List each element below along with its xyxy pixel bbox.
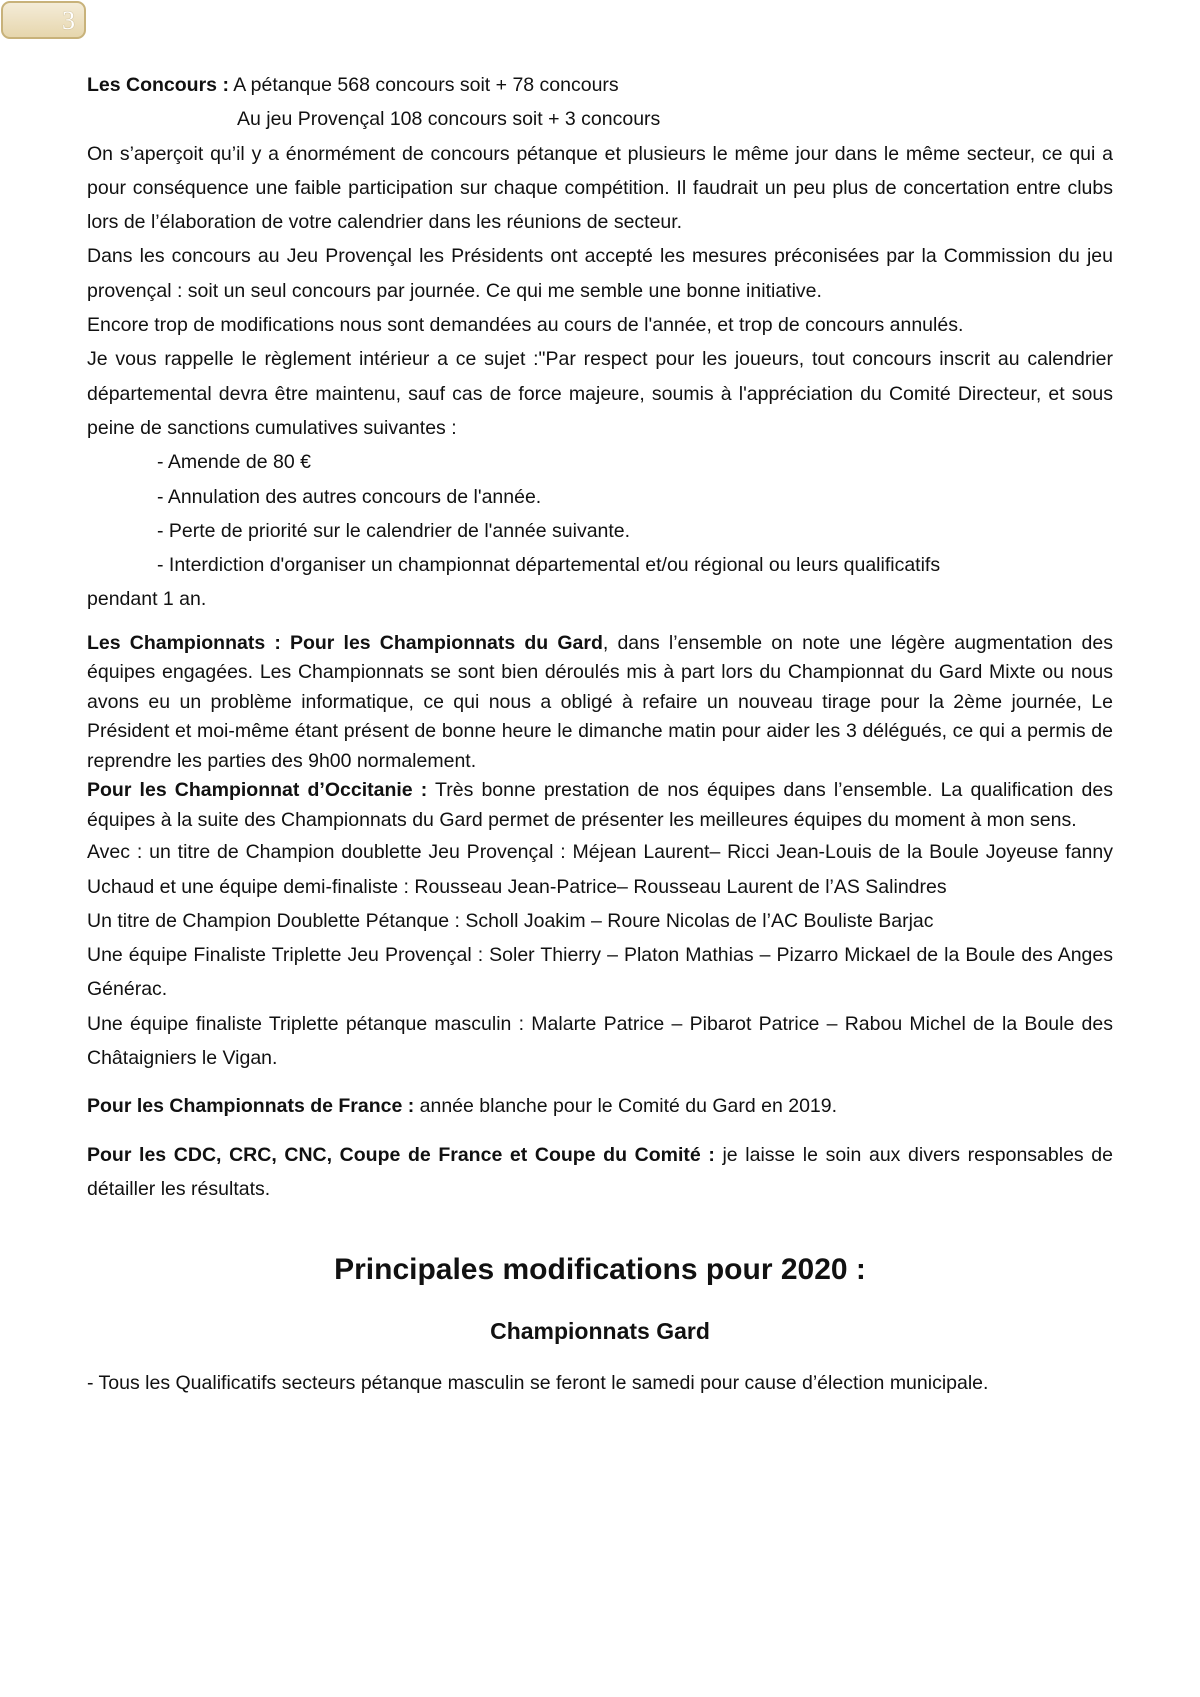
document-body xyxy=(87,68,1113,1401)
page-number-badge xyxy=(1,1,86,39)
concours-paragraph-4: Je vous rappelle le règlement intérieur a ce sujet :"Par respect pour les joueurs, tout concours inscrit au calendrier départemental devra être maintenu, sauf cas de force majeure, soumis à l'appréciation du Comité Directeur, et sous peine de sanctions cumulatives suivantes : xyxy=(87,348,1113,439)
sanction-item: - Amende de 80 € xyxy=(157,451,311,474)
concours-header xyxy=(87,68,1113,102)
concours-paragraph-2: Dans les concours au Jeu Provençal les Présidents ont accepté les mesures préconisées par la Commission du jeu provençal : soit un seul concours par journée. Ce qui me semble une bonne initiative. xyxy=(87,245,1113,302)
championnats-gard-label: Les Championnats : Pour les Championnats du Gard xyxy=(87,631,603,654)
modifications-title: Principales modifications pour 2020 : xyxy=(334,1253,866,1287)
sanction-item: - Perte de priorité sur le calendrier de l'année suivante. xyxy=(157,519,631,542)
sanction-item: - Annulation des autres concours de l'année. xyxy=(157,485,542,508)
sanction-tail: pendant 1 an. xyxy=(87,588,207,611)
championnats-gard-paragraph xyxy=(87,629,1113,777)
cdc-paragraph xyxy=(87,1138,1113,1207)
championnats-occitanie-label: Pour les Championnat d’Occitanie : xyxy=(87,779,428,802)
concours-paragraph-1: On s’aperçoit qu’il y a énormément de concours pétanque et plusieurs le même jour dans le même secteur, ce qui a pour conséquence une faible participation sur chaque compétition. Il faudrait un peu plus de concertation entre clubs lors de l’élaboration de votre calendrier dans les réunions de secteur. xyxy=(87,142,1113,234)
result-item: Une équipe Finaliste Triplette Jeu Provençal : Soler Thierry – Platon Mathias – Pizarro Mickael de la Boule des Anges Générac. xyxy=(87,944,1113,1001)
concours-paragraph-3: Encore trop de modifications nous sont demandées au cours de l'année, et trop de concours annulés. xyxy=(87,314,964,337)
championnats-occitanie-text: Très bonne prestation de nos équipes dans l’ensemble. La qualification des équipes à la suite des Championnats du Gard permet de présenter les meilleures équipes du moment à mon sens. xyxy=(87,779,1113,831)
sanction-item: - Interdiction d'organiser un championnat départemental et/ou régional ou leurs qualificatifs xyxy=(157,554,941,577)
result-item: Avec : un titre de Champion doublette Jeu Provençal : Méjean Laurent– Ricci Jean-Louis de la Boule Joyeuse fanny Uchaud et une équipe demi-finaliste : Rousseau Jean-Patrice– Rousseau Laurent de l’AS Salindres xyxy=(87,841,1113,898)
page-number: 3 xyxy=(62,6,75,35)
modifications-subtitle: Championnats Gard xyxy=(490,1318,710,1345)
cdc-label: Pour les CDC, CRC, CNC, Coupe de France et Coupe du Comité : xyxy=(87,1143,715,1166)
championnats-gard-text: , dans l’ensemble on note une légère augmentation des équipes engagées. Les Championnats se sont bien déroulés mis à part lors du Championnat du Gard Mixte ou nous avons eu un problème informatique, ce qui nous a obligé à refaire un nouveau tirage pour la 2ème journée, Le Président et moi-même étant présent de bonne heure le dimanche matin pour aider les 3 délégués, ce qui a permis de reprendre les parties des 9h00 normalement. xyxy=(87,631,1113,772)
cdc-text: je laisse le soin aux divers responsables de détailler les résultats. xyxy=(87,1143,1113,1200)
result-item: Un titre de Champion Doublette Pétanque : Scholl Joakim – Roure Nicolas de l’AC Bouliste Barjac xyxy=(87,909,934,932)
concours-provencal-count: Au jeu Provençal 108 concours soit + 3 concours xyxy=(237,108,661,131)
championnats-france-text: année blanche pour le Comité du Gard en 2019. xyxy=(414,1095,838,1118)
concours-petanque-count: A pétanque 568 concours soit + 78 concours xyxy=(228,74,619,96)
championnats-france-label: Pour les Championnats de France : xyxy=(87,1095,415,1118)
championnats-occitanie-paragraph xyxy=(87,776,1113,835)
modification-item: - Tous les Qualificatifs secteurs pétanque masculin se feront le samedi pour cause d’élection municipale. xyxy=(87,1372,989,1395)
championnats-france-paragraph xyxy=(87,1089,1113,1123)
concours-label: Les Concours : xyxy=(87,74,229,96)
result-item: Une équipe finaliste Triplette pétanque masculin : Malarte Patrice – Pibarot Patrice – Rabou Michel de la Boule des Châtaigniers le Vigan. xyxy=(87,1012,1113,1070)
